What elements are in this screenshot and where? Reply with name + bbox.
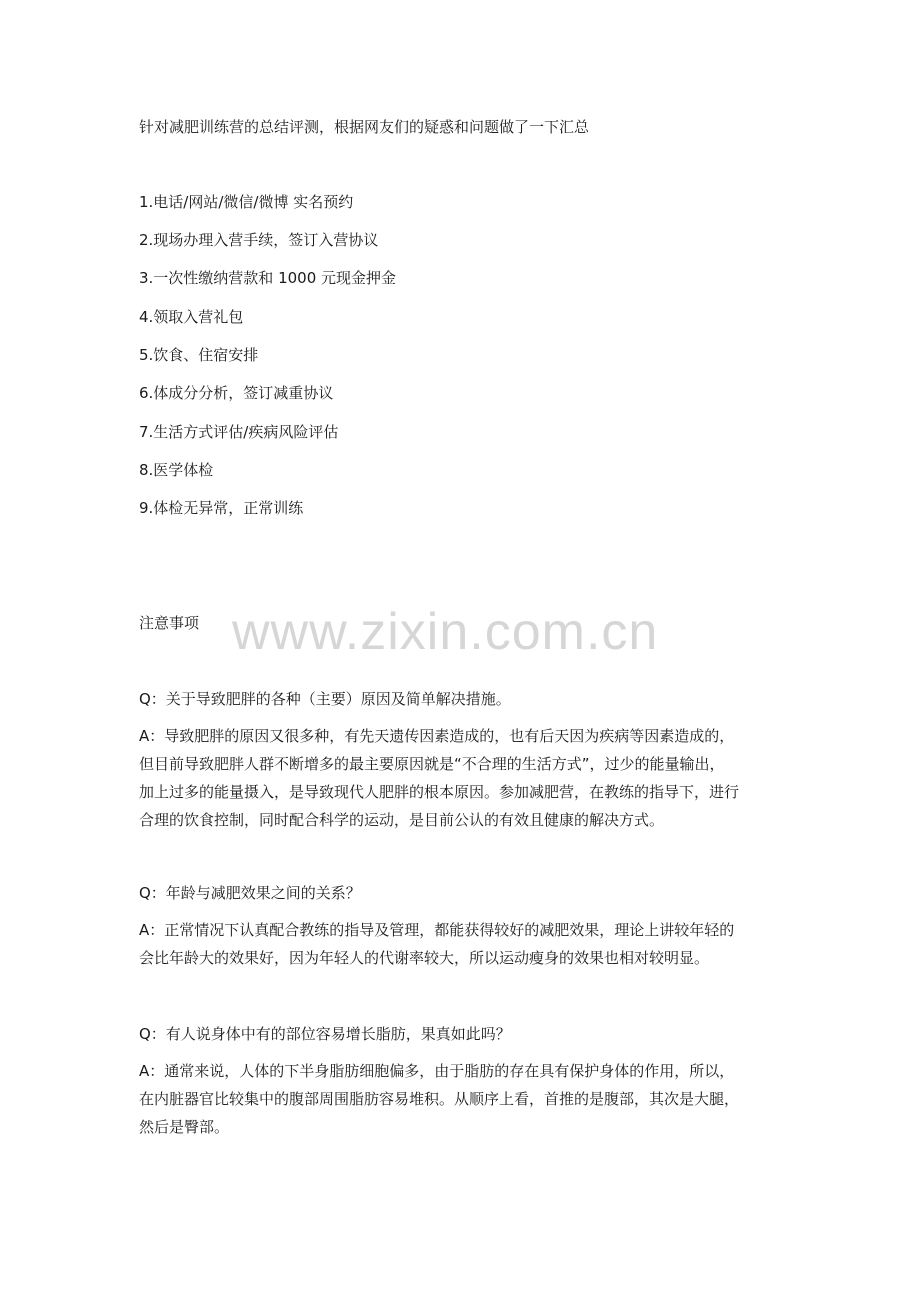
- step-item: 9.体检无异常，正常训练: [139, 499, 304, 517]
- question-text: Q：有人说身体中有的部位容易增长脂肪，果真如此吗？: [139, 1025, 511, 1043]
- step-item: 6.体成分分析，签订减重协议: [139, 384, 334, 402]
- step-item: 1.电话/网站/微信/微博 实名预约: [139, 193, 354, 211]
- notice-heading: 注意事项: [139, 614, 200, 632]
- step-item: 7.生活方式评估/疾病风险评估: [139, 423, 339, 441]
- answer-line: A：导致肥胖的原因又很多种，有先天遗传因素造成的，也有后天因为疾病等因素造成的，: [139, 727, 735, 745]
- question-text: Q：关于导致肥胖的各种（主要）原因及简单解决措施。: [139, 690, 511, 708]
- answer-paragraph: [139, 916, 789, 972]
- answer-line: A：通常来说，人体的下半身脂肪细胞偏多，由于脂肪的存在具有保护身体的作用，所以，: [139, 1062, 735, 1080]
- answer-line: 合理的饮食控制，同时配合科学的运动，是目前公认的有效且健康的解决方式。: [139, 811, 665, 829]
- answer-line: 然后是臀部。: [139, 1118, 230, 1136]
- answer-paragraph: [139, 722, 789, 834]
- intro-text: 针对减肥训练营的总结评测，根据网友们的疑惑和问题做了一下汇总: [139, 118, 590, 136]
- answer-line: 在内脏器官比较集中的腹部周围脂肪容易堆积。从顺序上看，首推的是腹部，其次是大腿，: [139, 1090, 740, 1108]
- step-item: 8.医学体检: [139, 461, 214, 479]
- answer-line: 但目前导致肥胖人群不断增多的最主要原因就是“不合理的生活方式”，过少的能量输出，: [139, 755, 725, 773]
- step-item: 4.领取入营礼包: [139, 308, 244, 326]
- step-item: 5.饮食、住宿安排: [139, 346, 259, 364]
- step-item: 2.现场办理入营手续，签订入营协议: [139, 231, 379, 249]
- question-text: Q：年龄与减肥效果之间的关系？: [139, 884, 361, 902]
- answer-paragraph: [139, 1057, 789, 1141]
- answer-line: 加上过多的能量摄入，是导致现代人肥胖的根本原因。参加减肥营，在教练的指导下，进行: [139, 783, 740, 801]
- answer-line: A：正常情况下认真配合教练的指导及管理，都能获得较好的减肥效果，理论上讲较年轻的: [139, 921, 735, 939]
- watermark: www.zixin.com.cn: [232, 603, 659, 661]
- step-item: 3.一次性缴纳营款和 1000 元现金押金: [139, 269, 397, 287]
- answer-line: 会比年龄大的效果好，因为年轻人的代谢率较大，所以运动瘦身的效果也相对较明显。: [139, 949, 710, 967]
